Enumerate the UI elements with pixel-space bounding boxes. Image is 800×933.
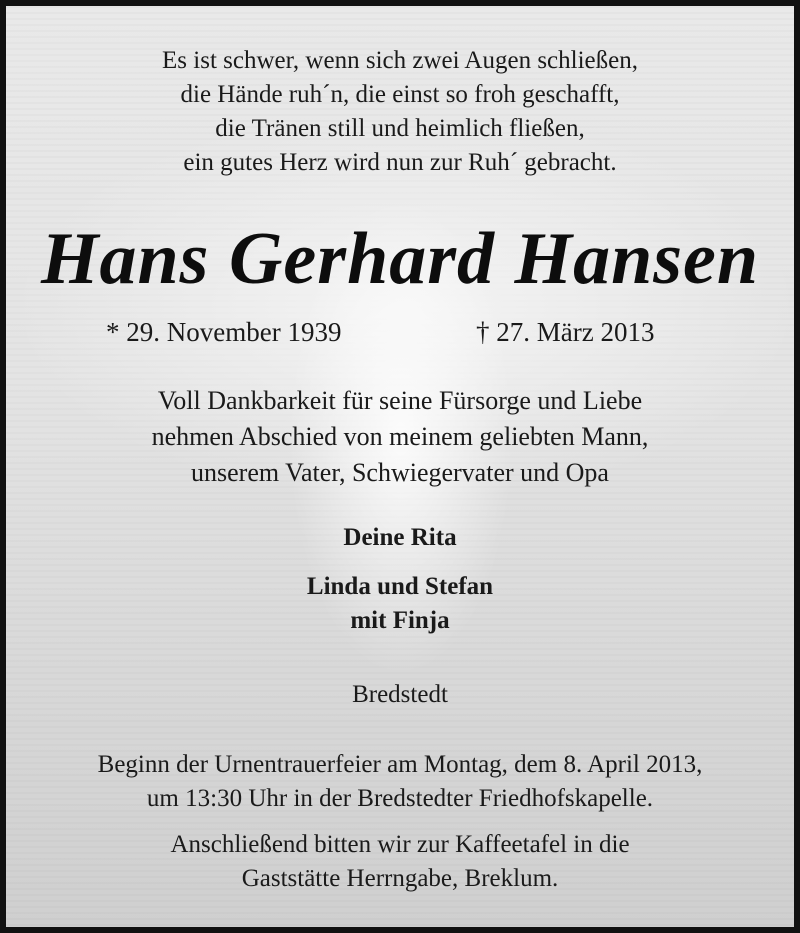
deceased-name: Hans Gerhard Hansen (40, 218, 760, 300)
poem-line: die Tränen still und heimlich fließen, (215, 115, 585, 142)
birth-date: * 29. November 1939 (106, 317, 342, 347)
service-info (6, 748, 794, 816)
poem-line: ein gutes Herz wird nun zur Ruh´ gebracht. (183, 149, 617, 176)
reception-line: Gaststätte Herrngabe, Breklum. (241, 865, 559, 892)
reception-line: Anschließend bitten wir zur Kaffeetafel in die (170, 831, 630, 858)
reception-info (6, 828, 794, 896)
service-line: Beginn der Urnentrauerfeier am Montag, dem 8. April 2013, (97, 751, 703, 778)
mourner-children (6, 570, 794, 638)
poem-line: Es ist schwer, wenn sich zwei Augen schließen, (162, 47, 638, 74)
farewell-line: unserem Vater, Schwiegervater und Opa (191, 458, 609, 487)
mourner-spouse (6, 521, 794, 555)
mourner-name: Linda und Stefan (306, 573, 494, 600)
service-line: um 13:30 Uhr in der Bredstedter Friedhofskapelle. (146, 785, 654, 812)
death-date: † 27. März 2013 (476, 317, 655, 347)
mourner-name: Deine Rita (343, 524, 457, 551)
farewell-text (6, 383, 794, 491)
mourner-name: mit Finja (350, 607, 450, 634)
poem (6, 44, 794, 180)
farewell-line: Voll Dankbarkeit für seine Fürsorge und Liebe (157, 386, 643, 415)
place-name: Bredstedt (352, 681, 448, 708)
farewell-line: nehmen Abschied von meinem geliebten Mann, (151, 422, 649, 451)
life-dates (6, 312, 794, 352)
poem-line: die Hände ruh´n, die einst so froh geschafft, (180, 81, 620, 108)
